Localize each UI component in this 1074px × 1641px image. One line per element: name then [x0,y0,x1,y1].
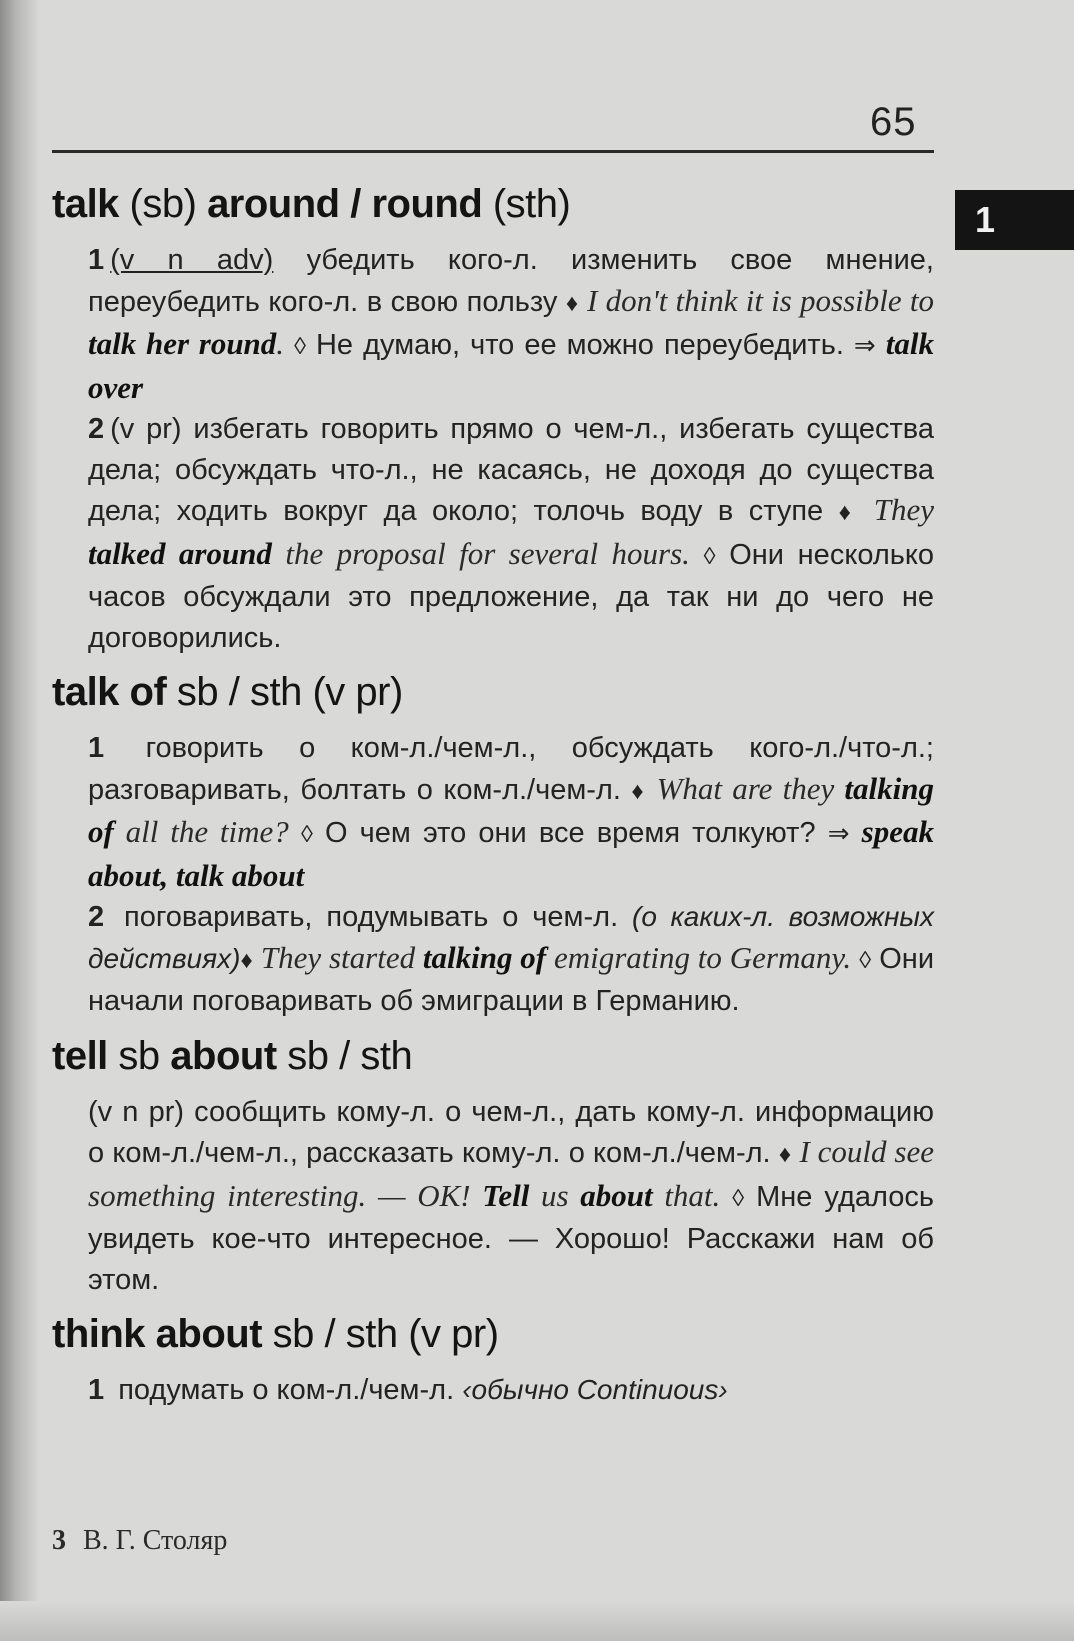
sense-number: 2 [88,413,105,445]
example-marker-icon: ♦ [565,289,579,317]
headword-part: (sth) [482,182,571,226]
dictionary-entry [52,1030,934,1301]
page-footer [52,1525,227,1557]
entry-headword [52,1308,934,1360]
headword-part: tell [52,1033,108,1078]
example-translation: О чем это они все время толкуют? [312,817,828,849]
entry-headword [52,1030,934,1082]
entry-headword [52,178,934,230]
sense-number: 1 [88,244,105,276]
sense-definition: избегать говорить прямо о чем-л., избегать существа дела; обсуждать что-л., не касаясь, не доходя до существа дела; ходить вокруг да около; толочь воду в ступе [88,413,934,527]
example-translation: Мне удалось увидеть кое-что интересное. — Хорошо! Расскажи нам об этом. [88,1180,934,1296]
grammar-pattern: (v n adv) [110,244,274,276]
headword-part: sb / sth [276,1033,413,1078]
example-text: I could see something interesting. — OK! [88,1134,935,1213]
page-gutter-shadow [0,0,40,1641]
example-text: that. [652,1177,721,1213]
example-text: about [580,1177,653,1213]
example-text: talk her round [88,326,277,361]
example-marker-icon: ♦ [778,1141,792,1168]
headword-part: sb [107,1033,171,1078]
see-also-arrow-icon: ⇒ [827,818,850,848]
entry-sense [52,409,934,658]
entry-sense [52,1092,934,1301]
page-bottom-shadow [0,1601,1074,1641]
translation-marker-icon: ◊ [703,542,716,570]
example-text: . [276,326,285,361]
entry-sense [52,240,934,409]
sense-number: 1 [88,732,105,764]
see-also-reference: talk over [88,326,934,405]
example-text: talking of [422,939,547,975]
example-marker-icon: ♦ [838,499,859,526]
sense-definition: сообщить кому-л. о чем-л., дать кому-л. информацию о ком-л./чем-л., рассказать кому-л. о ком-л./чем-л. [88,1095,934,1169]
sense-definition: подумать о ком-л./чем-л. [110,1374,463,1406]
see-also-arrow-icon: ⇒ [853,330,876,360]
example-text: all the time? [113,814,289,849]
header-rule [52,150,934,153]
entry-sense [52,897,934,1022]
translation-marker-icon: ◊ [294,333,306,360]
entry-headword [52,666,934,718]
example-text: They started [260,939,423,975]
example-text: I don't think it is possible to [587,282,934,318]
headword-part: sb / sth (v pr) [262,1312,499,1356]
section-thumb-tab: 1 [955,190,1074,250]
example-text: emigrating to Germany. [546,939,852,975]
grammar-pattern: (v n pr) [88,1095,185,1128]
dictionary-entry [52,666,934,1022]
translation-marker-icon: ◊ [300,821,313,848]
example-translation: Не думаю, что ее можно переубедить. [305,329,854,361]
example-text: the proposal for several hours. [271,535,690,571]
headword-part: talk [52,182,119,226]
headword-part: around / round [207,182,483,226]
page-number: 65 [870,100,917,144]
see-also-reference: speak about, talk about [88,814,934,893]
sense-definition: говорить о ком-л./чем-л., обсуждать кого-л./что-л.; разговаривать, болтать о ком-л./чем-л. [88,732,934,806]
author-name: В. Г. Столяр [83,1525,228,1556]
example-marker-icon: ♦ [631,777,647,805]
example-text: talked around [88,535,272,571]
sense-number: 2 [88,901,105,933]
example-text: They [873,492,935,527]
headword-part: sb / sth (v pr) [166,670,403,714]
translation-marker-icon: ◊ [732,1184,745,1212]
headword-part: think about [52,1312,263,1356]
sense-definition: убедить кого-л. изменить свое мнение, переубедить кого-л. в свою пользу [88,244,934,318]
usage-note: (о каких-л. возможных действиях) [88,901,934,974]
example-translation: Они несколько часов обсуждали это предложение, да так ни до чего не договорились. [88,538,934,654]
example-text: What are they [656,770,845,806]
translation-marker-icon: ◊ [859,946,872,974]
grammar-pattern: (v pr) [110,413,182,445]
signature-mark: 3 [52,1525,66,1556]
usage-label: ‹обычно Continuous› [462,1374,728,1405]
entry-sense [52,728,934,897]
headword-part: about [170,1033,277,1078]
dictionary-entry [52,1308,934,1411]
example-text: talking of [88,770,934,849]
headword-part: (sb) [118,182,208,226]
entry-sense [52,1370,934,1411]
example-translation: Они начали поговаривать об эмиграции в Германию. [88,942,935,1017]
example-text: Tell [482,1177,530,1213]
headword-part: talk of [52,670,167,714]
example-text: us [529,1177,581,1213]
sense-definition: поговаривать, подумывать о чем-л. [110,901,633,933]
example-marker-icon: ♦ [240,946,253,974]
sense-number: 1 [88,1374,105,1406]
dictionary-entry [52,178,934,658]
dictionary-entries [52,178,934,1419]
